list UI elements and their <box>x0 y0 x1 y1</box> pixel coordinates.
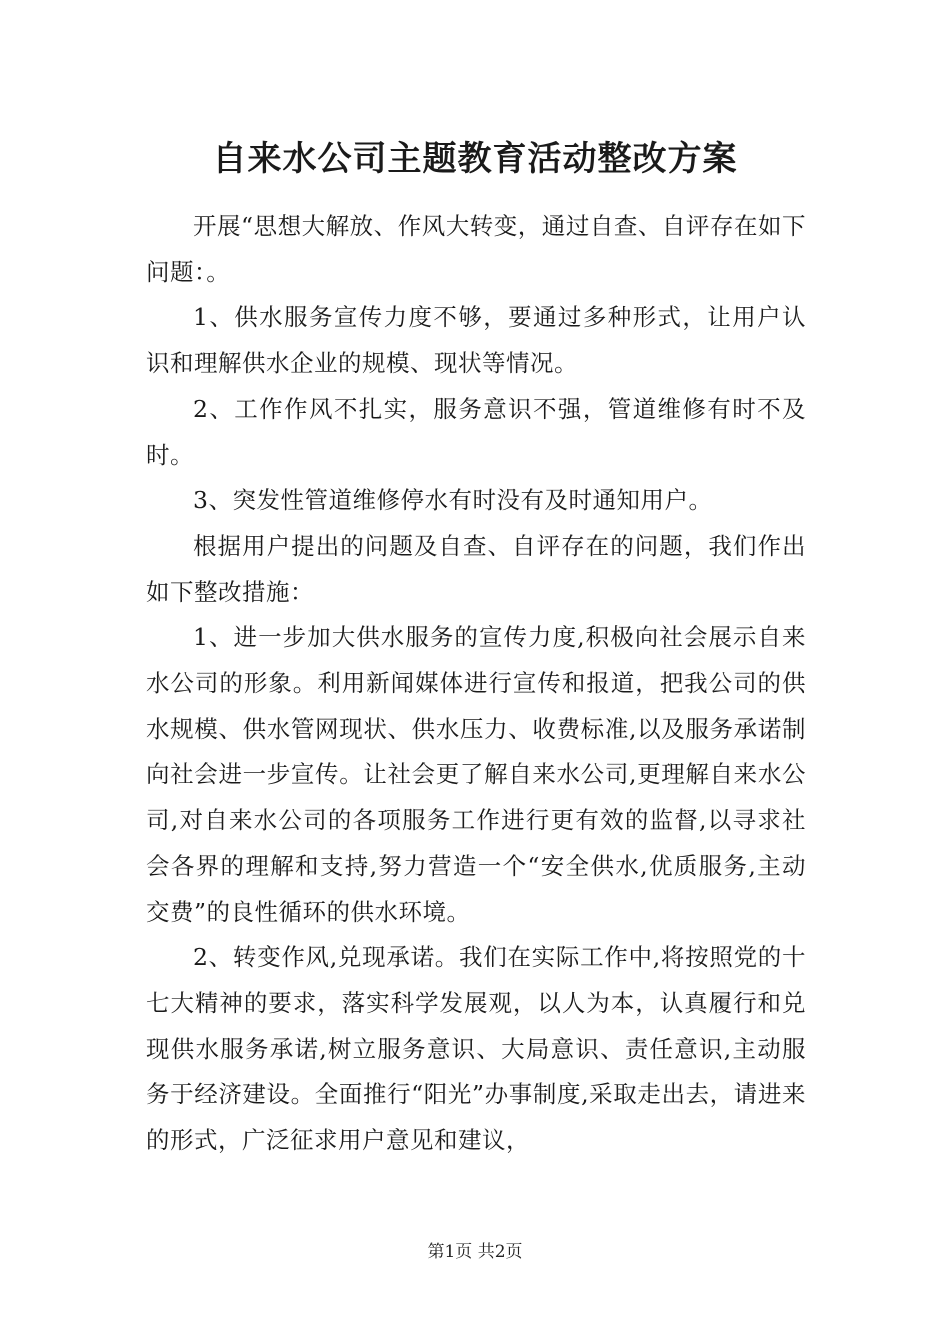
paragraph-measure-1: 1、进一步加大供水服务的宣传力度,积极向社会展示自来水公司的形象。利用新闻媒体进行宣传和报道，把我公司的供水规模、供水管网现状、供水压力、收费标准,以及服务承诺制向社会进一步宣传。让社会更了解自来水公司,更理解自来水公司,对自来水公司的各项服务工作进行更有效的监督,以寻求社会各界的理解和支持,努力营造一个“安全供水,优质服务,主动交费”的良性循环的供水环境。 <box>146 623 806 926</box>
paragraph-problem-1: 1、供水服务宣传力度不够，要通过多种形式，让用户认识和理解供水企业的规模、现状等情况。 <box>146 303 806 378</box>
paragraph-problem-2: 2、工作作风不扎实，服务意识不强，管道维修有时不及时。 <box>146 394 806 469</box>
document-body <box>146 204 806 1164</box>
document-title: 自来水公司主题教育活动整改方案 <box>212 139 738 179</box>
paragraph-measures-intro: 根据用户提出的问题及自查、自评存在的问题，我们作出如下整改措施： <box>146 531 806 606</box>
paragraph-measure-2: 2、转变作风,兑现承诺。我们在实际工作中,将按照党的十七大精神的要求，落实科学发展观，以人为本，认真履行和兑现供水服务承诺,树立服务意识、大局意识、责任意识,主动服务于经济建设。全面推行“阳光”办事制度,采取走出去，请进来的形式，广泛征求用户意见和建议， <box>146 943 806 1155</box>
paragraph-problem-3: 3、突发性管道维修停水有时没有及时通知用户。 <box>193 486 713 515</box>
page-indicator: 第1页 共2页 <box>427 1242 523 1262</box>
paragraph-intro: 开展“思想大解放、作风大转变，通过自查、自评存在如下问题：。 <box>146 212 806 286</box>
